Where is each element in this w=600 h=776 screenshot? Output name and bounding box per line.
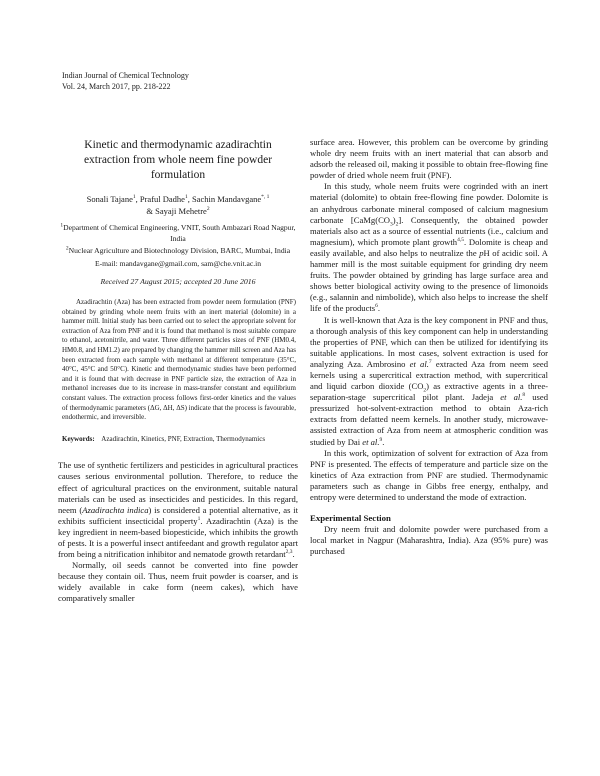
paragraph: In this work, optimization of solvent for extraction of Aza from PNF is presented. The effects of temperature and particle size on the kinetics of Aza extraction from PNF are studied. Thermodynamic parameters such as change in Gibbs free energy, enthalpy, and entropy were determined to understand the mode of extraction. <box>310 447 548 502</box>
citation-sup: 8 <box>522 392 526 399</box>
paragraph <box>310 181 548 314</box>
citation-sup: 2,3 <box>285 549 293 556</box>
affiliation-sup: 1 <box>60 222 64 229</box>
affiliation-1 <box>58 223 298 244</box>
author-name: , Sachin Mandavgane <box>187 194 262 204</box>
article-title: Kinetic and thermodynamic azadirachtin extraction from whole neem fine powder formulation <box>83 139 273 181</box>
paragraph: Normally, oil seeds cannot be converted into fine powder because they contain oil. Thus, neem fruit powder is coarser, and is widely available in cake form (neem cakes), which have comparatively smaller <box>58 560 298 604</box>
text-run: . <box>377 303 381 314</box>
text-run: In this study, whole neem fruits were cogrinded with an inert material (dolomite) to obtain free-flowing fine powder. Dolomite is an anhydrous carbonate mineral composed of calcium magnesium carbonate [CaMg(CO <box>310 181 548 225</box>
author-sup: 1 <box>132 194 136 201</box>
journal-header <box>62 70 189 92</box>
affiliations <box>58 223 298 269</box>
email-line: E-mail: mandavgane@gmail.com, sam@che.vnit.ac.in <box>94 258 262 268</box>
text-run: ) as extractive agents in a three-separation-stage supercritical pilot plant. Jadeja <box>310 381 549 403</box>
text-italic: et al. <box>500 392 523 403</box>
citation-sup: 6 <box>375 303 378 310</box>
text-run: used pressurized hot-solvent-extraction method to obtain Aza-rich extracts from defatted neem kernels. In another study, microwave-assisted extraction of Aza from neem at atmospheric condition was studied by Dai <box>310 392 549 447</box>
affiliation-text: Nuclear Agriculture and Biotechnology Division, BARC, Mumbai, India <box>68 246 291 255</box>
text-italic: p <box>479 247 484 258</box>
left-body-text <box>58 460 298 604</box>
text-run: . <box>292 549 295 560</box>
paragraph: Dry neem fruit and dolomite powder were purchased from a local market in Nagpur (Maharashtra, India). Aza (95% pure) was purchased <box>310 524 548 557</box>
citation-sup: 9 <box>379 436 383 443</box>
text-run: extracted Aza from neem seed kernels using a supercritical extraction method, with supercritical and liquid carbon dioxide (CO <box>310 358 548 392</box>
paragraph <box>58 460 298 560</box>
section-heading: Experimental Section <box>310 513 391 524</box>
author-name: , Praful Dadhe <box>135 194 185 204</box>
citation-sup: 1 <box>197 515 201 522</box>
keywords-label: Keywords: <box>62 434 95 443</box>
author-name: & Sayaji Mehetre <box>146 206 207 216</box>
text-italic: et al. <box>362 436 380 447</box>
journal-volume: Vol. 24, March 2017, pp. 218-222 <box>62 82 171 91</box>
affiliation-text: Department of Chemical Engineering, VNIT, South Ambazari Road Nagpur, India <box>63 223 296 243</box>
text-run: ) is considered a potential alternative, as it exhibits sufficient insecticidal property <box>58 504 298 526</box>
affiliation-2 <box>58 246 298 257</box>
paragraph: surface area. However, this problem can be overcome by grinding whole dry neem fruits with an inert material that can absorb and adsorb the released oil, making it possible to obtain free-flowing fine powder of dried whole neem fruit (PNF). <box>310 137 548 181</box>
received-dates: Received 27 August 2015; accepted 20 June 2016 <box>100 277 256 286</box>
citation-sup: 4,5 <box>457 236 464 243</box>
text-run: ]. Consequently, the obtained powder materials also act as a source of essential nutrients (i.e., calcium and magnesium), which promote plant growth <box>310 214 548 247</box>
subscript: 2 <box>395 221 399 228</box>
citation-sup: 7 <box>428 359 432 366</box>
author-list <box>58 193 298 217</box>
author-sup: *, 1 <box>261 194 270 201</box>
text-run: It is well-known that Aza is the key component in PNF and thus, a thorough analysis of this key component can help in understanding the properties of PNF, which can then be utilized for identifying its suitable applications. In most cases, solvent extraction is used for analyzing Aza. Ambrosino <box>310 314 548 369</box>
text-run: The use of synthetic fertilizers and pesticides in agricultural practices causes serious environmental pollution. Therefore, to reduce the effect of agricultural practices on the environment, suitable natural materials can be used as insecticides and pesticides. In this regard, neem ( <box>58 460 298 515</box>
affiliation-sup: 2 <box>65 245 69 252</box>
right-column <box>310 137 548 557</box>
author-sup: 2 <box>206 206 210 213</box>
text-run: . Dolomite is cheap and easily available, and also helps to neutralize the <box>310 236 548 258</box>
text-run: ) <box>392 214 396 225</box>
paragraph <box>310 315 548 448</box>
text-italic: et al. <box>409 358 429 369</box>
keywords-list: Azadirachtin, Kinetics, PNF, Extraction, Thermodynamics <box>101 434 266 443</box>
left-column <box>58 138 298 605</box>
keywords <box>62 435 296 445</box>
abstract: Azadirachtin (Aza) has been extracted from powder neem formulation (PNF) obtained by grinding whole neem fruits with an inert material (dolomite) in a hammer mill. Initial study has been carried out to select the appropriate solvent for extraction of Aza from PNF and it is found that methanol is most suitable compare to ethanol, acetonitrile, and water. Three different particles sizes of PNF (HM0.4, HM0.8, and HM1.2) are prepared by changing the hammer mill screen and Aza has been extracted from each sample with methanol at different temperature (35°C, 40°C, 45°C and 50°C). Kinetic and thermodynamic studies have been performed and it is found that with decrease in PNF particle size, the extraction of Aza in methanol increases due to its increase in mass-transfer constant and equilibrium constant values. The extraction process follows first-order kinetics and the values of thermodynamic parameters (ΔG, ΔH, ΔS) indicate that the process is favourable, endothermic, and irreversible. <box>62 298 296 422</box>
author-sup: 1 <box>184 194 188 201</box>
text-run: . <box>382 436 385 447</box>
text-run: . Azadirachtin (Aza) is the key ingredient in neem-based biopesticide, which inhibits the growth of pests. It is a powerful insect antifeedant and growth regulator apart from being a nitrification inhibitor and nematode growth retardant <box>58 515 299 560</box>
author-name: Sonali Tajane <box>86 194 133 204</box>
journal-name: Indian Journal of Chemical Technology <box>62 71 189 80</box>
subscript: 3 <box>390 221 393 228</box>
text-run: H of acidic soil. A hammer mill is the most suitable equipment for grinding dry neem fruits. The powder obtained by grinding has large surface area and shows better biological activity owing to the presence of limonoids (e.g., salannin and nimbolide), which also helps to increase the shelf life of the products <box>310 247 548 314</box>
text-italic: Azadirachta indica <box>82 504 149 515</box>
right-body-text <box>310 137 548 557</box>
subscript: 2 <box>423 387 427 394</box>
